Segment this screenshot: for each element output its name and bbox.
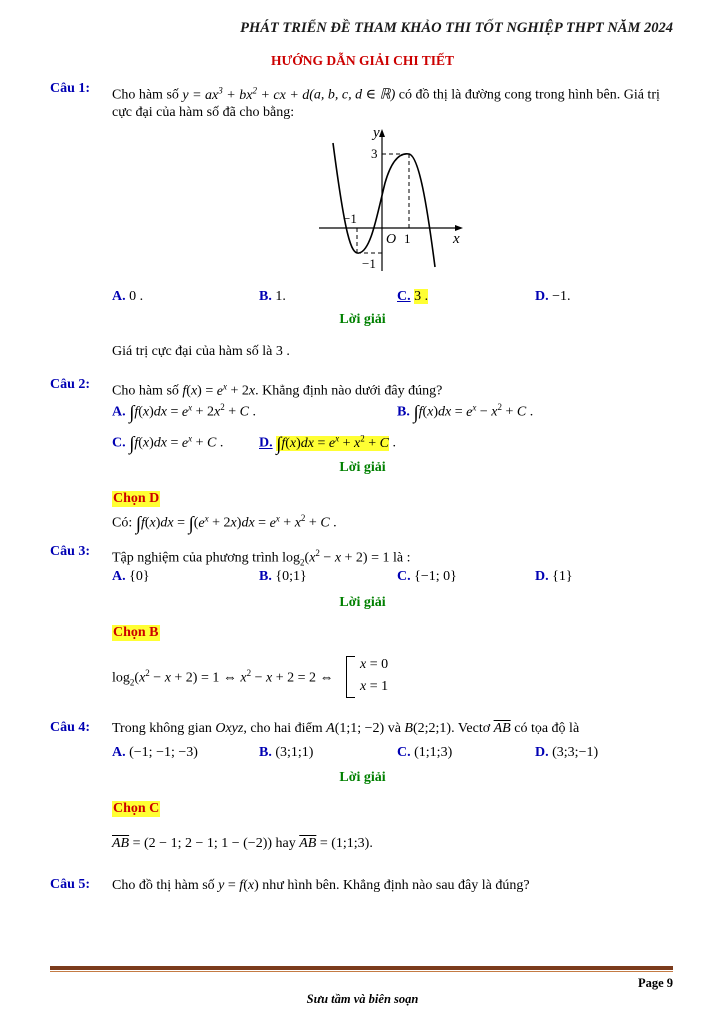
q3-root-1: x = 0: [360, 657, 389, 672]
q1-params: (a, b, c, d ∈ ℝ): [309, 87, 396, 103]
question-4-text: Trong không gian Oxyz, cho hai điểm A(1;1; −2) và B(2;2;1). Vectơ $\overline{AB}$ có tọa độ là: [112, 721, 580, 736]
tick-1: 1: [404, 231, 411, 246]
document-title: PHÁT TRIỂN ĐỀ THAM KHẢO THI TỐT NGHIỆP THPT NĂM 2024: [240, 20, 673, 36]
q1-text-a: Cho hàm số: [112, 87, 179, 103]
footer-rule-thin: [50, 971, 673, 972]
origin-label: O: [386, 232, 397, 247]
question-3-number: Câu 3:: [50, 544, 91, 559]
y-axis-arrow: [379, 129, 385, 137]
question-1-text: [112, 80, 673, 106]
q3-option-b: B. {0;1}: [259, 569, 307, 584]
x-label: x: [453, 231, 460, 247]
question-3-text: Tập nghiệm của phương trình $\log_2(x^2 - x + 2) = 1$ là :: [112, 548, 411, 568]
q2-option-c: C. $\int f(x)dx = e^x + C$ .: [112, 433, 224, 455]
cubic-graph: [315, 125, 465, 273]
question-1-number: Câu 1:: [50, 81, 91, 96]
q2-option-b: B. $\int f(x)dx = e^x - x^2 + C$ .: [397, 402, 534, 424]
q4-solution-label: Lời giải: [339, 770, 386, 785]
q1-text-b: có đồ thị là đường cong trong hình bên. Giá trị: [398, 87, 660, 103]
q4-proof: $\overline{AB} = (2 - 1$; 2 − 1; 1 − (−2)) hay $\overline{AB}$ = (1;1;3).: [112, 836, 373, 851]
tick-neg1-x: −1: [343, 211, 357, 226]
q1-formula: $y = ax^3 + bx^2$ + cx + d: [182, 85, 310, 103]
q3-bracket: [346, 656, 355, 698]
tick-neg1-y: −1: [362, 256, 376, 271]
q4-option-d: D. (3;3;−1): [535, 745, 599, 760]
q1-option-c: C. 3 .: [397, 289, 429, 304]
q1-option-d: D. −1.: [535, 289, 571, 304]
q1-answer-text: Giá trị cực đại của hàm số là 3 .: [112, 344, 290, 359]
y-label: y: [373, 125, 380, 141]
footer-rule: [50, 966, 673, 970]
q3-option-a: A. {0}: [112, 569, 150, 584]
q3-root-2: x = 1: [360, 679, 389, 694]
q2-proof: Có: $\int f(x)dx = \int(e^x + 2x)dx = e^x + x^2 + C$ .: [112, 513, 337, 535]
q4-option-c: C. (1;1;3): [397, 745, 453, 760]
question-2-number: Câu 2:: [50, 377, 91, 392]
q1-option-a: A. 0 .: [112, 289, 144, 304]
tick-3: 3: [371, 146, 378, 161]
q2-solution-label: Lời giải: [339, 460, 386, 475]
question-2-text: Cho hàm số $f(x) = e^x + 2x$. Khẳng định nào dưới đây đúng?: [112, 381, 443, 399]
page-number: Page 9: [637, 976, 673, 990]
question-5-text: Cho đồ thị hàm số y = f(x) như hình bên. Khẳng định nào sau đây là đúng?: [112, 878, 530, 893]
q1-option-b: B. 1.: [259, 289, 286, 304]
cubic-curve: [333, 143, 435, 267]
q4-option-a: A. (−1; −1; −3): [112, 745, 198, 760]
q4-option-b: B. (3;1;1): [259, 745, 314, 760]
footer-credit: Sưu tầm và biên soạn: [306, 992, 419, 1006]
q4-chosen: Chọn C: [113, 801, 160, 816]
q3-proof: $\log_2(x^2 - x + 2) = 1$ ⇔ $x^2 - x + 2 = 2$ ⇔: [112, 668, 334, 688]
q1-text-c: cực đại của hàm số đã cho bằng:: [112, 105, 295, 120]
q1-solution-label: Lời giải: [339, 312, 386, 327]
q2-option-d: D. $\int f(x)dx = e^x + x^2 + C$ .: [259, 433, 397, 455]
question-4-number: Câu 4:: [50, 720, 91, 735]
question-5-number: Câu 5:: [50, 877, 91, 892]
q3-option-d: D. {1}: [535, 569, 573, 584]
q3-chosen: Chọn B: [113, 625, 159, 640]
q2-chosen: Chọn D: [113, 491, 160, 506]
q3-option-c: C. {−1; 0}: [397, 569, 457, 584]
q3-solution-label: Lời giải: [339, 595, 386, 610]
guide-heading: HƯỚNG DẪN GIẢI CHI TIẾT: [270, 53, 455, 68]
q2-option-a: A. $\int f(x)dx = e^x + 2x^2 + C$ .: [112, 402, 257, 424]
